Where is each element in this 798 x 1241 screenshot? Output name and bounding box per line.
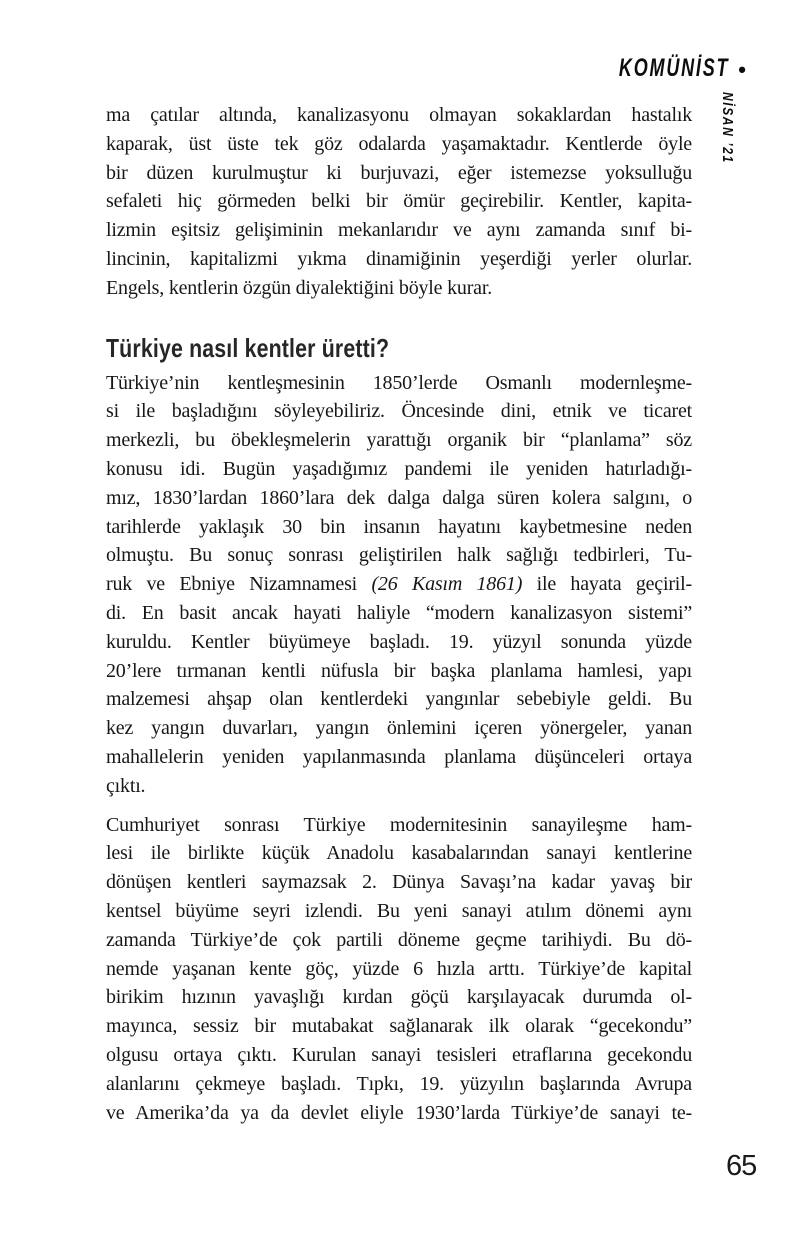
- text-line: olmuştu. Bu sonuç sonrası geliştirilen halk sağlığı tedbirleri, Tu-: [106, 544, 692, 567]
- text-line: ve Amerika’da ya da devlet eliyle 1930’larda Türkiye’de sanayi te-: [106, 1101, 692, 1124]
- text-line: mahallelerin yeniden yapılanmasında planlama düşünceleri ortaya: [106, 745, 692, 768]
- article-body: [106, 101, 692, 1127]
- text-line: kuruldu. Kentler büyümeye başladı. 19. yüzyıl sonunda yüzde: [106, 630, 692, 653]
- text-line: merkezli, bu öbekleşmelerin yarattığı organik bir “planlama” söz: [106, 429, 692, 452]
- text-line: mız, 1830’lardan 1860’lara dek dalga dalga süren kolera salgını, o: [106, 486, 692, 509]
- journal-masthead: [576, 56, 746, 81]
- text-line: dönüşen kentleri saymazsak 2. Dünya Savaşı’na kadar yavaş bir: [106, 871, 692, 894]
- text-line: kaparak, üst üste tek göz odalarda yaşamaktadır. Kentlerde öyle: [106, 132, 692, 155]
- text-line: nemde yaşanan kente göç, yüzde 6 hızla arttı. Türkiye’de kapital: [106, 957, 692, 980]
- text-line: tarihlerde yaklaşık 30 bin insanın hayatını kaybetmesine neden: [106, 515, 692, 538]
- issue-date-vertical: NİSAN ’21: [719, 92, 736, 164]
- text-line: lesi ile birlikte küçük Anadolu kasabalarından sanayi kentlerine: [106, 842, 692, 865]
- text-line: konusu idi. Bugün yaşadığımız pandemi ile yeniden hatırladığı-: [106, 457, 692, 480]
- text-line: 20’lere tırmanan kentli nüfusla bir başka planlama hamlesi, yapı: [106, 659, 692, 682]
- text-line: lincinin, kapitalizmi yıkma dinamiğinin yeşerdiği yerler olurlar.: [106, 247, 692, 270]
- text-line: malzemesi ahşap olan kentlerdeki yangınlar sebebiyle geldi. Bu: [106, 688, 692, 711]
- text-line: zamanda Türkiye’de çok partili döneme geçme tarihiydi. Bu dö-: [106, 928, 692, 951]
- text-line: sefaleti hiç görmeden belki bir ömür geçirebilir. Kentler, kapita-: [106, 190, 692, 213]
- text-line: Cumhuriyet sonrası Türkiye modernitesinin sanayileşme ham-: [106, 813, 692, 836]
- text-line: di. En basit ancak hayati haliyle “modern kanalizasyon sistemi”: [106, 601, 692, 624]
- text-line: ruk ve Ebniye Nizamnamesi (26 Kasım 1861) ile hayata geçiril-: [106, 573, 692, 596]
- text-line: kentsel büyüme seyri izlendi. Bu yeni sanayi atılım dönemi aynı: [106, 899, 692, 922]
- paragraph: [106, 101, 692, 303]
- bullet-separator-icon: •: [738, 56, 746, 82]
- text-line: Engels, kentlerin özgün diyalektiğini böyle kurar.: [106, 276, 493, 299]
- text-line: alanlarını çekmeye başladı. Tıpkı, 19. yüzyılın başlarında Avrupa: [106, 1072, 692, 1095]
- section-heading: Türkiye nasıl kentler üretti?: [106, 332, 390, 363]
- text-line: birikim hızının yavaşlığı kırdan göçü karşılayacak durumda ol-: [106, 986, 692, 1009]
- text-line: ma çatılar altında, kanalizasyonu olmayan sokaklardan hastalık: [106, 104, 692, 126]
- text-line: mayınca, sessiz bir mutabakat sağlanarak ilk olarak “gecekondu”: [106, 1015, 692, 1038]
- text-line: olgusu ortaya çıktı. Kurulan sanayi tesisleri etraflarına gecekondu: [106, 1043, 692, 1066]
- journal-title: KOMÜNİST: [618, 54, 730, 82]
- text-line: kez yangın duvarları, yangın önlemini içeren yönergeler, yanan: [106, 717, 692, 740]
- paragraph: [106, 811, 692, 1128]
- text-line: Türkiye’nin kentleşmesinin 1850’lerde Osmanlı modernleşme-: [106, 371, 692, 394]
- text-line: çıktı.: [106, 774, 146, 797]
- paragraph: [106, 369, 692, 801]
- page-number: 65: [726, 1150, 757, 1182]
- text-line: lizmin eşitsiz gelişiminin mekanlarıdır ve aynı zamanda sınıf bi-: [106, 219, 692, 242]
- text-line: si ile başladığını söyleyebiliriz. Öncesinde dini, etnik ve ticaret: [106, 400, 692, 423]
- text-line: bir düzen kurulmuştur ki burjuvazi, eğer istemezse yoksulluğu: [106, 161, 692, 184]
